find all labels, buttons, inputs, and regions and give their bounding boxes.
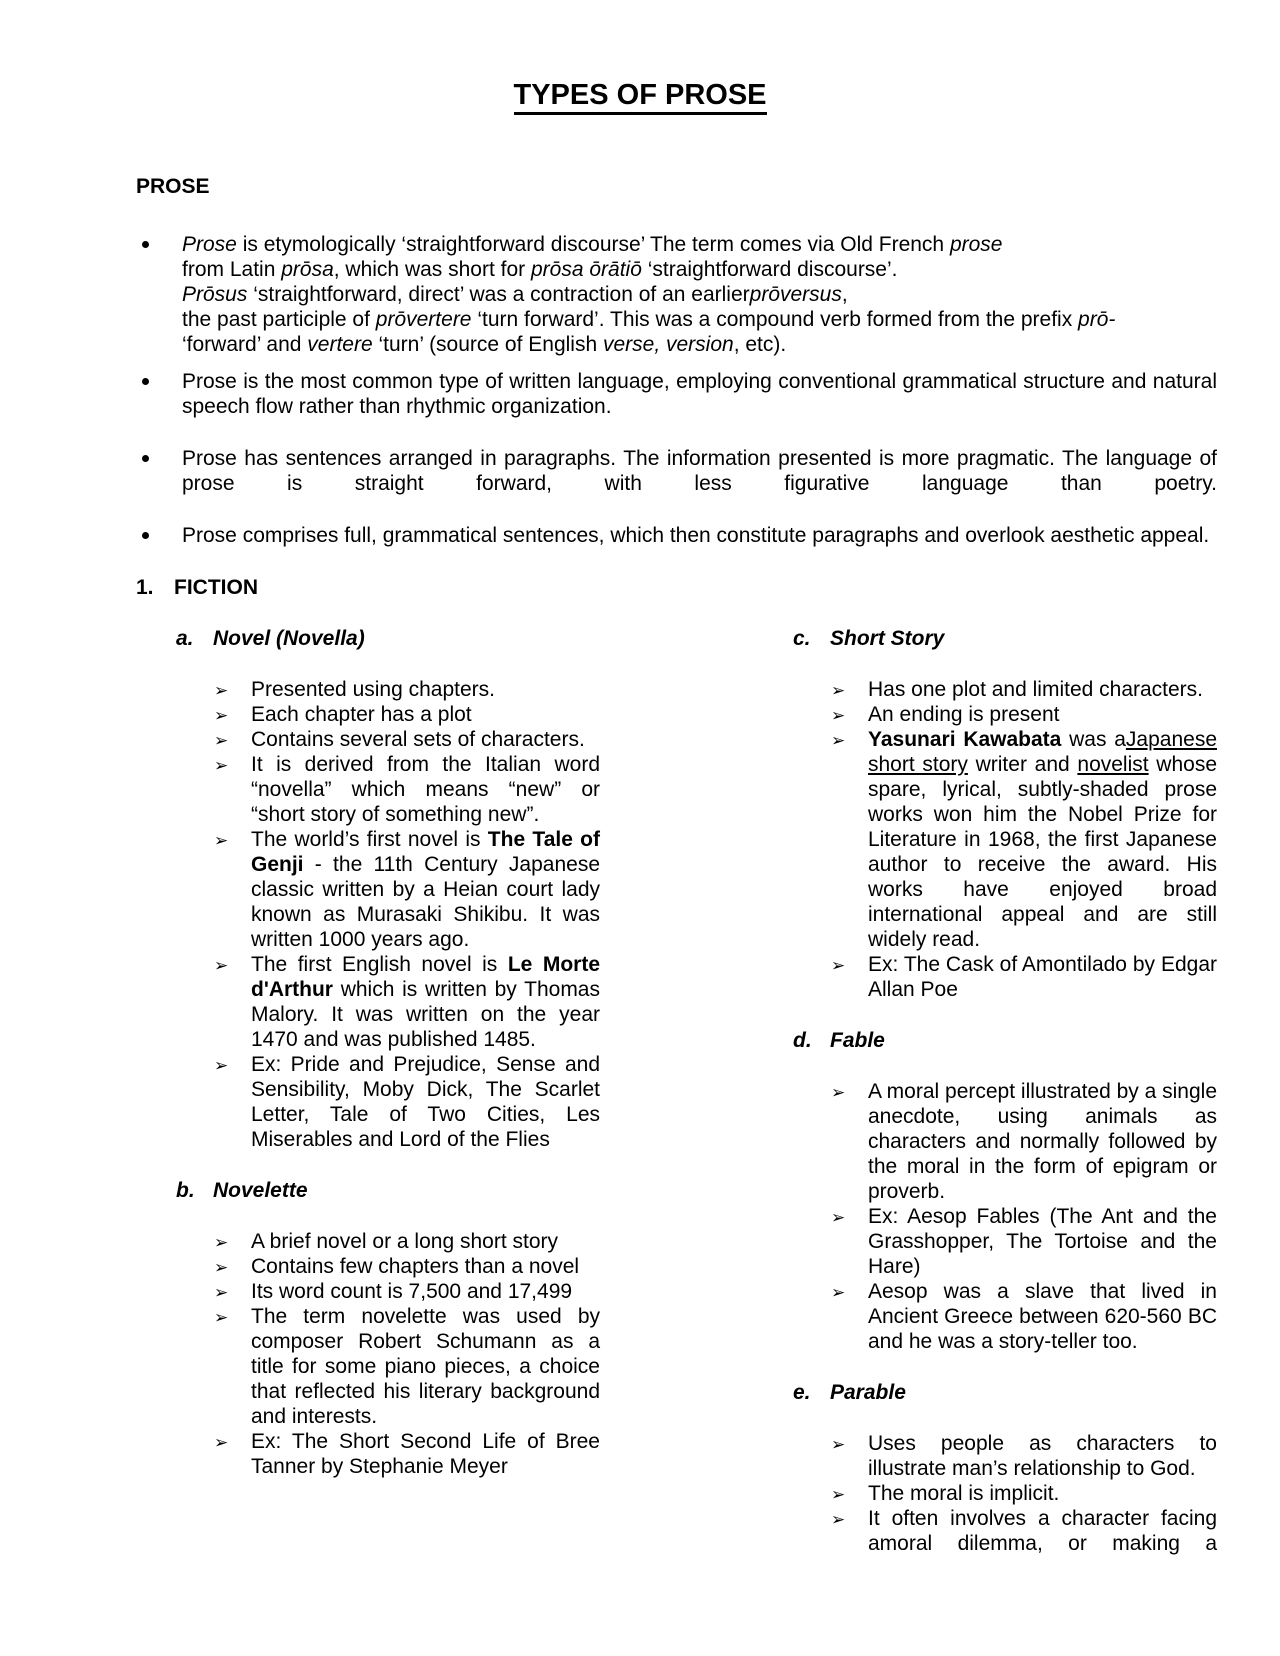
- text-run: was a: [1061, 728, 1126, 751]
- text-run: writer and: [967, 753, 1078, 776]
- section-list-item: [176, 1254, 600, 1279]
- section-letter: c.: [793, 627, 811, 650]
- text-run: ,: [841, 283, 848, 306]
- text-run: Prose has sentences arranged in paragraphs. The information presented is more pragmatic. The language of prose is straight forward, with less figurative language than poetry.: [182, 447, 1217, 495]
- text-run: vertere: [307, 333, 373, 356]
- text-run: A brief novel or a long short story: [251, 1230, 558, 1253]
- section-list-item: [793, 1079, 1217, 1204]
- text-run: ‘straightforward, direct’ was a contraction of an earlier: [247, 283, 750, 306]
- text-run: prōsa: [281, 258, 334, 281]
- fiction-label: FICTION: [174, 576, 258, 599]
- text-run: ‘turn’ (source of English: [372, 333, 603, 356]
- section-list-item: [176, 1052, 600, 1152]
- text-run: from Latin: [182, 258, 282, 281]
- section-letter: b.: [176, 1179, 195, 1202]
- prose-heading: PROSE: [136, 175, 210, 198]
- text-run: ‘turn forward’. This was a compound verb formed from the prefix: [471, 308, 1079, 331]
- section-title: Fable: [830, 1029, 885, 1052]
- section-letter: e.: [793, 1381, 811, 1404]
- text-run: Yasunari Kawabata: [868, 728, 1062, 751]
- section-title: Short Story: [830, 627, 945, 650]
- fiction-number: 1.: [136, 576, 154, 599]
- section-d: [793, 1028, 1217, 1354]
- bullet-text: [182, 369, 1217, 419]
- section-list-item: [793, 677, 1217, 702]
- item-text: [868, 1481, 1217, 1506]
- text-run: It is derived from the Italian word “novella” which means “new” or “short story of something new”.: [251, 753, 600, 826]
- text-run: A moral percept illustrated by a single anecdote, using animals as characters and normally followed by the moral in the form of epigram or proverb.: [868, 1080, 1218, 1203]
- section-list-item: [793, 702, 1217, 727]
- bullet-dot-icon: [142, 241, 149, 248]
- text-run: Prose comprises full, grammatical sentences, which then constitute paragraphs and overlook aesthetic appeal.: [182, 524, 1210, 547]
- text-run: Ex: The Short Second Life of Bree Tanner by Stephanie Meyer: [251, 1430, 600, 1478]
- arrow-bullet-icon: ➢: [831, 706, 846, 725]
- section-list-item: [176, 727, 600, 752]
- section-heading: [793, 1380, 1217, 1405]
- section-item-list: [176, 677, 600, 1152]
- item-text: [251, 1279, 600, 1304]
- text-run: Aesop was a slave that lived in Ancient Greece between 620-560 BC and he was a story-teller too.: [868, 1280, 1217, 1353]
- arrow-bullet-icon: ➢: [831, 1083, 846, 1102]
- section-list-item: [176, 1279, 600, 1304]
- fiction-columns: [176, 626, 1217, 1556]
- title-row: [0, 78, 1280, 112]
- item-text: [868, 1431, 1217, 1481]
- section-heading: [176, 1178, 600, 1203]
- text-run: The moral is implicit.: [868, 1482, 1060, 1505]
- left-column: [176, 626, 600, 1556]
- text-run: is etymologically ‘straightforward discourse’ The term comes via Old French: [236, 233, 950, 256]
- arrow-bullet-icon: ➢: [831, 1510, 846, 1529]
- arrow-bullet-icon: ➢: [831, 1485, 846, 1504]
- arrow-bullet-icon: ➢: [831, 956, 846, 975]
- section-list-item: [793, 1279, 1217, 1354]
- text-run: Contains few chapters than a novel: [251, 1255, 580, 1278]
- text-run: Its word count is 7,500 and 17,499: [251, 1280, 573, 1303]
- item-text: [868, 677, 1217, 702]
- item-text: [251, 702, 600, 727]
- arrow-bullet-icon: ➢: [214, 831, 229, 850]
- item-text: [868, 1279, 1217, 1354]
- text-run: Uses people as characters to illustrate man’s relationship to God.: [868, 1432, 1217, 1480]
- bullet-dot-icon: [142, 532, 149, 539]
- text-run: , etc).: [733, 333, 787, 356]
- text-run: novelist: [1077, 753, 1149, 776]
- item-text: [868, 1079, 1217, 1204]
- section-list-item: [793, 1204, 1217, 1279]
- section-title: Novelette: [213, 1179, 308, 1202]
- section-list-item: [176, 1229, 600, 1254]
- section-a: [176, 626, 600, 1152]
- text-run: which is written by Thomas Malory. It was written on the year 1470 and was published 1485.: [251, 978, 600, 1051]
- text-run: The term novelette was used by composer Robert Schumann as a title for some piano pieces, a choice that reflected his literary background and interests.: [251, 1305, 600, 1428]
- text-run: Presented using chapters.: [251, 678, 495, 701]
- item-text: [868, 1506, 1217, 1556]
- section-list-item: [793, 1506, 1217, 1556]
- intro-bullet-item: [136, 446, 1217, 496]
- item-text: [868, 1204, 1217, 1279]
- intro-bullet-item: [136, 232, 1217, 357]
- text-run: Has one plot and limited characters.: [868, 678, 1204, 701]
- section-title: Parable: [830, 1381, 906, 1404]
- section-letter: d.: [793, 1029, 812, 1052]
- arrow-bullet-icon: ➢: [214, 1056, 229, 1075]
- text-run: ‘forward’ and: [182, 333, 308, 356]
- section-heading: [793, 1028, 1217, 1053]
- section-list-item: [176, 702, 600, 727]
- arrow-bullet-icon: ➢: [214, 1433, 229, 1452]
- section-item-list: [793, 1079, 1217, 1354]
- bullet-text: [182, 523, 1217, 548]
- item-text: [251, 827, 600, 952]
- item-text: [251, 1429, 600, 1479]
- bullet-text: [182, 446, 1217, 496]
- item-text: [251, 677, 600, 702]
- text-run: An ending is present: [868, 703, 1060, 726]
- intro-bullet-list: [136, 232, 1217, 548]
- section-list-item: [176, 1429, 600, 1479]
- section-title: Novel (Novella): [213, 627, 365, 650]
- arrow-bullet-icon: ➢: [831, 1283, 846, 1302]
- intro-bullet-item: [136, 369, 1217, 419]
- arrow-bullet-icon: ➢: [214, 1258, 229, 1277]
- item-text: [251, 1254, 600, 1279]
- text-run: , which was short for: [333, 258, 531, 281]
- text-run: Ex: Pride and Prejudice, Sense and Sensibility, Moby Dick, The Scarlet Letter, Tale of Two Cities, Les Miserables and Lord of the Flies: [251, 1053, 600, 1151]
- arrow-bullet-icon: ➢: [214, 706, 229, 725]
- bullet-dot-icon: [142, 378, 149, 385]
- arrow-bullet-icon: ➢: [214, 681, 229, 700]
- arrow-bullet-icon: ➢: [214, 956, 229, 975]
- text-run: Ex: The Cask of Amontilado by Edgar Allan Poe: [868, 953, 1217, 1001]
- arrow-bullet-icon: ➢: [214, 731, 229, 750]
- right-column: [793, 626, 1217, 1556]
- text-run: Contains several sets of characters.: [251, 728, 585, 751]
- text-run: The world’s first novel is: [251, 828, 488, 851]
- text-run: It often involves a character facing amoral dilemma, or making a: [868, 1507, 1217, 1555]
- text-run: The Tale of Genji: [251, 828, 600, 876]
- text-run: The first English novel is: [251, 953, 508, 976]
- text-run: Japanese: [1125, 728, 1217, 751]
- section-list-item: [793, 952, 1217, 1002]
- fiction-heading: [136, 575, 1217, 600]
- arrow-bullet-icon: ➢: [831, 681, 846, 700]
- arrow-bullet-icon: ➢: [214, 756, 229, 775]
- text-run: prōsa ōrātiō: [530, 258, 642, 281]
- section-list-item: [793, 727, 1217, 952]
- section-list-item: [176, 677, 600, 702]
- item-text: [251, 952, 600, 1052]
- text-run: Prōsus: [182, 283, 248, 306]
- section-item-list: [793, 1431, 1217, 1556]
- item-text: [251, 1052, 600, 1152]
- text-run: verse, version: [602, 333, 734, 356]
- arrow-bullet-icon: ➢: [831, 731, 846, 750]
- section-item-list: [176, 1229, 600, 1479]
- intro-bullet-item: [136, 523, 1217, 548]
- text-run: ‘straightforward discourse’.: [641, 258, 898, 281]
- text-run: whose spare, lyrical, subtly-shaded prose works won him the Nobel Prize for Literature in 1968, the first Japanese author to receive the award. His works have enjoyed broad international appeal and are still widely read.: [868, 753, 1218, 951]
- section-heading: [793, 626, 1217, 651]
- item-text: [868, 952, 1217, 1002]
- text-run: prose: [949, 233, 1003, 256]
- text-run: - the 11th Century Japanese classic written by a Heian court lady known as Murasaki Shikibu. It was written 1000 years ago.: [251, 853, 600, 951]
- text-run: Ex: Aesop Fables (The Ant and the Grasshopper, The Tortoise and the Hare): [868, 1205, 1217, 1278]
- arrow-bullet-icon: ➢: [831, 1435, 846, 1454]
- section-list-item: [176, 752, 600, 827]
- item-text: [251, 1229, 600, 1254]
- text-run: prōvertere: [375, 308, 472, 331]
- item-text: [868, 702, 1217, 727]
- section-list-item: [793, 1481, 1217, 1506]
- arrow-bullet-icon: ➢: [214, 1233, 229, 1252]
- arrow-bullet-icon: ➢: [214, 1283, 229, 1302]
- section-list-item: [793, 1431, 1217, 1481]
- text-run: prōversus: [749, 283, 842, 306]
- text-run: prō-: [1078, 308, 1116, 331]
- item-text: [251, 752, 600, 827]
- text-run: the past participle of: [182, 308, 376, 331]
- arrow-bullet-icon: ➢: [214, 1308, 229, 1327]
- item-text: [251, 727, 600, 752]
- section-letter: a.: [176, 627, 194, 650]
- section-c: [793, 626, 1217, 1002]
- text-run: Le Morte d'Arthur: [251, 953, 600, 1001]
- item-text: [868, 727, 1217, 952]
- section-heading: [176, 626, 600, 651]
- section-item-list: [793, 677, 1217, 1002]
- text-run: short story: [868, 753, 968, 776]
- section-e: [793, 1380, 1217, 1556]
- section-b: [176, 1178, 600, 1479]
- bullet-text: [182, 232, 1217, 357]
- text-run: Prose: [182, 233, 237, 256]
- bullet-dot-icon: [142, 455, 149, 462]
- arrow-bullet-icon: ➢: [831, 1208, 846, 1227]
- text-run: Each chapter has a plot: [251, 703, 472, 726]
- text-run: Prose is the most common type of written language, employing conventional grammatical structure and natural speech flow rather than rhythmic organization.: [182, 370, 1217, 418]
- section-list-item: [176, 1304, 600, 1429]
- section-list-item: [176, 827, 600, 952]
- section-list-item: [176, 952, 600, 1052]
- page-title: TYPES OF PROSE: [514, 79, 767, 115]
- item-text: [251, 1304, 600, 1429]
